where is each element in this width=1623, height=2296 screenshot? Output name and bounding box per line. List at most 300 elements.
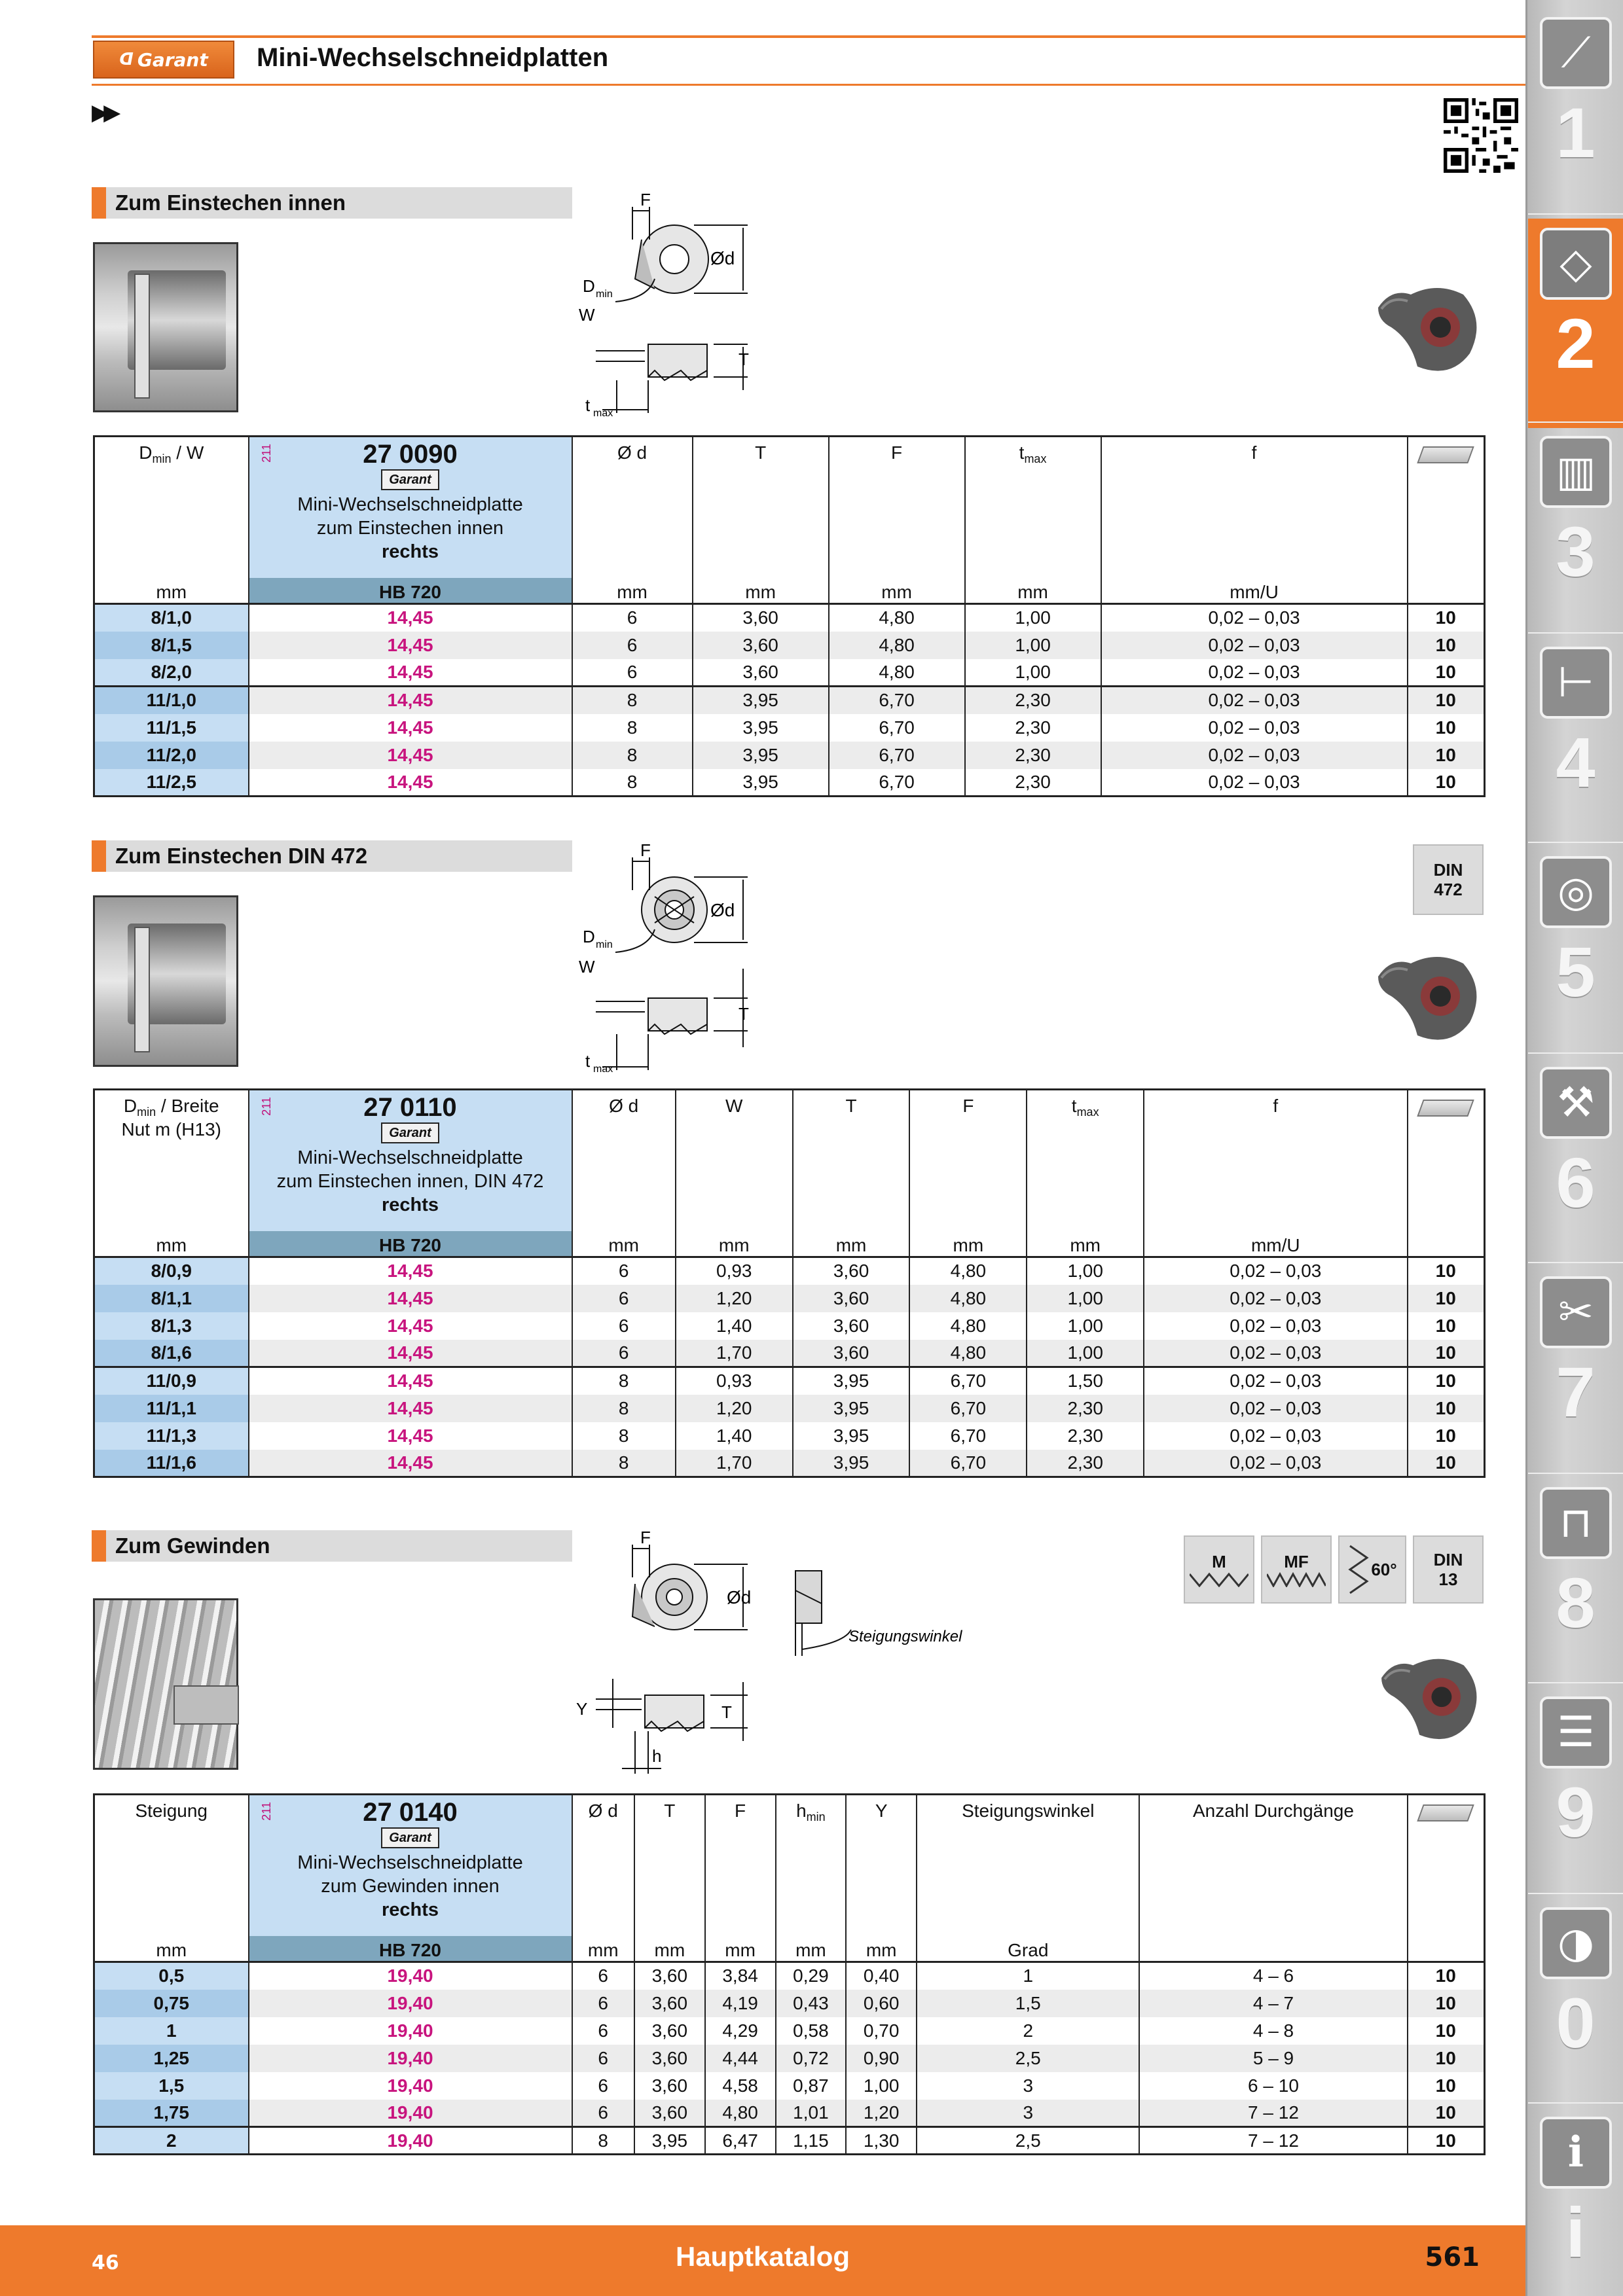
row-value: 3,60 xyxy=(634,2100,705,2127)
badge-mf-label: MF xyxy=(1284,1552,1309,1571)
table-row xyxy=(94,1367,1485,1395)
row-value: 1,00 xyxy=(1027,1340,1144,1367)
row-value: 0,02 – 0,03 xyxy=(1144,1257,1407,1285)
row-key: 11/1,1 xyxy=(94,1395,249,1422)
page-number-right: 561 xyxy=(1425,2242,1480,2272)
table-row xyxy=(94,687,1485,714)
column-header xyxy=(1144,1090,1407,1231)
section-accent xyxy=(92,840,106,872)
row-value: 0,58 xyxy=(776,2017,847,2045)
row-price[interactable]: 14,45 xyxy=(249,1367,572,1395)
first-col-rest: / W xyxy=(171,442,204,463)
row-value: 6 xyxy=(572,1962,634,1990)
column-header xyxy=(965,437,1101,578)
row-value: 3,95 xyxy=(793,1367,910,1395)
row-pack-quantity: 10 xyxy=(1408,1340,1485,1367)
row-pack-quantity: 10 xyxy=(1408,2072,1485,2100)
angle-profile-icon xyxy=(1347,1543,1371,1596)
chapter-tab-4[interactable] xyxy=(1528,637,1623,847)
row-value: 1,00 xyxy=(965,659,1101,687)
catalog-name: Hauptkatalog xyxy=(675,2241,850,2272)
row-value: 2,30 xyxy=(1027,1422,1144,1450)
chapter-tab-number: 4 xyxy=(1556,723,1596,802)
product-direction: rechts xyxy=(381,1899,439,1920)
chapter-tab-number: 5 xyxy=(1556,932,1596,1011)
row-value: 0,29 xyxy=(776,1962,847,1990)
table-row xyxy=(94,714,1485,742)
product-description: zum Einstechen innen, DIN 472 xyxy=(276,1171,544,1192)
brand-logo-small: Garant xyxy=(381,469,439,490)
row-value: 1,40 xyxy=(676,1312,793,1340)
row-value: 3,60 xyxy=(634,2072,705,2100)
label-dmin-sub: min xyxy=(596,289,613,300)
column-header xyxy=(634,1795,705,1936)
tool-shape xyxy=(134,927,150,1052)
row-pack-quantity: 10 xyxy=(1408,2127,1485,2155)
chapter-tab-8[interactable] xyxy=(1528,1478,1623,1687)
row-key: 11/2,0 xyxy=(94,742,249,769)
row-value: 0,02 – 0,03 xyxy=(1144,1367,1407,1395)
label-tmax: t xyxy=(585,395,591,415)
table-row xyxy=(94,1990,1485,2017)
row-value: 3,60 xyxy=(793,1312,910,1340)
product-direction: rechts xyxy=(381,1194,439,1215)
tab-separator xyxy=(1528,422,1623,423)
chapter-tab-number: 0 xyxy=(1556,1983,1596,2062)
product-code: 27 0110 xyxy=(363,1093,457,1122)
row-value: 6 xyxy=(572,632,693,659)
row-price[interactable]: 19,40 xyxy=(249,2045,572,2072)
row-price[interactable]: 19,40 xyxy=(249,2100,572,2127)
row-value: 0,40 xyxy=(846,1962,917,1990)
label-dmin: D xyxy=(583,276,595,296)
column-label: F xyxy=(891,442,903,463)
first-col-label: Steigung xyxy=(135,1801,208,1821)
footer-bar xyxy=(0,2225,1525,2296)
row-pack-quantity: 10 xyxy=(1408,1285,1485,1312)
insert-icon: ◇ xyxy=(1540,228,1612,300)
row-value: 2 xyxy=(917,2017,1139,2045)
row-value: 8 xyxy=(572,742,693,769)
section-accent xyxy=(92,187,106,219)
label-F: F xyxy=(640,194,651,209)
grade-label: HB 720 xyxy=(249,1936,572,1962)
brand-logo-small: Garant xyxy=(381,1122,439,1143)
column-header xyxy=(572,1795,634,1936)
row-value: 1,5 xyxy=(917,1990,1139,2017)
row-value: 2,30 xyxy=(965,714,1101,742)
row-value: 6,70 xyxy=(909,1422,1027,1450)
row-price[interactable]: 14,45 xyxy=(249,687,572,714)
row-value: 0,02 – 0,03 xyxy=(1101,632,1408,659)
column-unit: mm xyxy=(965,578,1101,604)
row-value: 0,02 – 0,03 xyxy=(1144,1422,1407,1450)
row-pack-quantity: 10 xyxy=(1408,1990,1485,2017)
row-key: 8/1,5 xyxy=(94,632,249,659)
row-price[interactable]: 14,45 xyxy=(249,1312,572,1340)
pliers-icon: ✂ xyxy=(1540,1276,1612,1348)
label-dmin-sub: min xyxy=(596,939,613,950)
column-sub: max xyxy=(1076,1105,1099,1119)
column-unit: mm xyxy=(634,1936,705,1962)
row-value: 4 – 7 xyxy=(1139,1990,1407,2017)
chapter-tab-5[interactable] xyxy=(1528,847,1623,1056)
row-pack-quantity: 10 xyxy=(1408,1450,1485,1477)
row-value: 1,00 xyxy=(1027,1285,1144,1312)
row-pack-quantity: 10 xyxy=(1408,1395,1485,1422)
table-row xyxy=(94,2072,1485,2100)
row-pack-quantity: 10 xyxy=(1408,2017,1485,2045)
row-value: 2,30 xyxy=(1027,1450,1144,1477)
tab-separator xyxy=(1528,632,1623,634)
first-column-unit: mm xyxy=(94,1936,249,1962)
row-value: 0,02 – 0,03 xyxy=(1144,1450,1407,1477)
chapter-tab-0[interactable] xyxy=(1528,1898,1623,2108)
row-key: 11/0,9 xyxy=(94,1367,249,1395)
row-price[interactable]: 19,40 xyxy=(249,2017,572,2045)
badge-line-2: 13 xyxy=(1438,1570,1458,1589)
row-value: 1 xyxy=(917,1962,1139,1990)
chapter-tab-number: 1 xyxy=(1556,93,1596,172)
chuck-icon: ▥ xyxy=(1540,436,1612,508)
cabinet-icon: ☰ xyxy=(1540,1696,1612,1768)
column-label: F xyxy=(735,1801,746,1821)
column-header xyxy=(1139,1795,1407,1936)
row-price[interactable]: 14,45 xyxy=(249,742,572,769)
column-header xyxy=(693,437,829,578)
table-row xyxy=(94,2127,1485,2155)
garant-mark-icon: ᗡ xyxy=(119,50,134,69)
row-value: 6 xyxy=(572,2045,634,2072)
tab-separator xyxy=(1528,2102,1623,2104)
row-value: 0,93 xyxy=(676,1257,793,1285)
first-column-header xyxy=(94,1090,249,1231)
row-value: 3,95 xyxy=(793,1422,910,1450)
label-steigungswinkel: Steigungswinkel xyxy=(848,1628,962,1645)
row-value: 6 xyxy=(572,604,693,632)
row-pack-quantity: 10 xyxy=(1408,714,1485,742)
row-price[interactable]: 19,40 xyxy=(249,1990,572,2017)
row-value: 0,02 – 0,03 xyxy=(1144,1395,1407,1422)
page-title: Mini-Wechselschneidplatten xyxy=(257,43,609,72)
row-pack-quantity: 10 xyxy=(1408,2045,1485,2072)
row-value: 1,00 xyxy=(965,632,1101,659)
badge-line-1: DIN xyxy=(1433,860,1463,880)
column-label: T xyxy=(755,442,767,463)
row-key: 11/1,3 xyxy=(94,1422,249,1450)
chapter-tab-number: 7 xyxy=(1556,1352,1596,1431)
chapter-tab-3[interactable] xyxy=(1528,427,1623,636)
row-value: 6 xyxy=(572,2072,634,2100)
thread-badge-mf xyxy=(1261,1535,1332,1604)
row-price[interactable]: 14,45 xyxy=(249,769,572,797)
section-header-einstechen-din472 xyxy=(92,840,572,872)
column-sub: min xyxy=(806,1810,826,1823)
label-F: F xyxy=(640,844,651,860)
row-value: 1,20 xyxy=(676,1285,793,1312)
table-row xyxy=(94,742,1485,769)
row-value: 3,95 xyxy=(793,1395,910,1422)
column-label: h xyxy=(796,1801,807,1821)
grade-label: HB 720 xyxy=(249,578,572,604)
row-value: 6 xyxy=(572,1312,676,1340)
thread-badge-m xyxy=(1184,1535,1254,1604)
tab-separator xyxy=(1528,1473,1623,1474)
row-key: 8/1,1 xyxy=(94,1285,249,1312)
row-value: 2,5 xyxy=(917,2045,1139,2072)
column-unit: mm/U xyxy=(1144,1231,1407,1257)
row-price[interactable]: 14,45 xyxy=(249,1395,572,1422)
chapter-tab-1[interactable] xyxy=(1528,8,1623,217)
row-price[interactable]: 19,40 xyxy=(249,1962,572,1990)
column-unit: mm xyxy=(572,1936,634,1962)
spec-table-einstechen-innen xyxy=(93,435,1486,797)
badge-line-2: 472 xyxy=(1434,880,1463,899)
column-unit: mm xyxy=(1027,1231,1144,1257)
row-key: 11/1,5 xyxy=(94,714,249,742)
row-value: 4,44 xyxy=(705,2045,776,2072)
column-sub: max xyxy=(1024,452,1047,465)
section-title: Zum Einstechen DIN 472 xyxy=(115,844,368,868)
column-label: f xyxy=(1251,442,1257,463)
column-label: Ø d xyxy=(609,1096,639,1116)
row-value: 6,70 xyxy=(909,1395,1027,1422)
row-value: 8 xyxy=(572,1367,676,1395)
column-unit: mm xyxy=(572,1231,676,1257)
row-price[interactable]: 14,45 xyxy=(249,1257,572,1285)
row-price[interactable]: 19,40 xyxy=(249,2127,572,2155)
row-value: 6,70 xyxy=(829,742,965,769)
row-value: 8 xyxy=(572,687,693,714)
fast-forward-icon[interactable]: ▶▶ xyxy=(92,99,116,126)
row-value: 4,80 xyxy=(829,632,965,659)
label-F: F xyxy=(640,1532,651,1547)
first-col-label: D xyxy=(139,442,153,463)
column-header xyxy=(793,1090,910,1231)
row-price[interactable]: 14,45 xyxy=(249,714,572,742)
package-icon xyxy=(1417,1804,1474,1821)
row-price[interactable]: 14,45 xyxy=(249,632,572,659)
label-T: T xyxy=(739,350,749,369)
row-value: 8 xyxy=(572,1395,676,1422)
label-tmax-sub: max xyxy=(593,408,613,419)
row-key: 0,5 xyxy=(94,1962,249,1990)
wrench-icon: ⚒ xyxy=(1540,1067,1612,1139)
row-value: 0,43 xyxy=(776,1990,847,2017)
row-value: 1,00 xyxy=(846,2072,917,2100)
table-row xyxy=(94,2017,1485,2045)
row-key: 1,5 xyxy=(94,2072,249,2100)
column-label: T xyxy=(664,1801,676,1821)
table-row xyxy=(94,1257,1485,1285)
row-value: 4,58 xyxy=(705,2072,776,2100)
badge-line-1: DIN xyxy=(1433,1550,1463,1570)
column-header xyxy=(917,1795,1139,1936)
pack-quantity-header xyxy=(1408,437,1485,578)
column-label: T xyxy=(845,1096,857,1116)
row-value: 3,60 xyxy=(634,2017,705,2045)
label-dmin: D xyxy=(583,927,595,946)
row-price[interactable]: 19,40 xyxy=(249,2072,572,2100)
row-value: 0,90 xyxy=(846,2045,917,2072)
row-value: 3,84 xyxy=(705,1962,776,1990)
row-value: 0,02 – 0,03 xyxy=(1101,687,1408,714)
row-value: 0,72 xyxy=(776,2045,847,2072)
row-value: 7 – 12 xyxy=(1139,2100,1407,2127)
table-row xyxy=(94,1395,1485,1422)
row-value: 2,5 xyxy=(917,2127,1139,2155)
chapter-tab-number: 6 xyxy=(1556,1143,1596,1222)
badge-60-label: 60° xyxy=(1371,1560,1397,1579)
row-value: 3,60 xyxy=(793,1257,910,1285)
row-price[interactable]: 14,45 xyxy=(249,1340,572,1367)
chapter-tab-6[interactable] xyxy=(1528,1058,1623,1267)
column-label: W xyxy=(725,1096,743,1116)
first-col-sub: min xyxy=(137,1105,156,1119)
row-value: 0,70 xyxy=(846,2017,917,2045)
row-value: 8 xyxy=(572,714,693,742)
product-header xyxy=(249,437,572,578)
row-price[interactable]: 14,45 xyxy=(249,1450,572,1477)
row-value: 4,80 xyxy=(909,1285,1027,1312)
package-icon xyxy=(1417,1100,1474,1117)
product-header xyxy=(249,1090,572,1231)
row-pack-quantity: 10 xyxy=(1408,604,1485,632)
chapter-tab-2[interactable] xyxy=(1528,219,1623,428)
chapter-tab-7[interactable] xyxy=(1528,1267,1623,1477)
qr-code-icon[interactable] xyxy=(1444,98,1518,173)
row-value: 3,60 xyxy=(634,1962,705,1990)
row-key: 11/1,6 xyxy=(94,1450,249,1477)
column-unit: Grad xyxy=(917,1936,1139,1962)
workbench-icon: ⊓ xyxy=(1540,1487,1612,1559)
row-pack-quantity: 10 xyxy=(1408,2100,1485,2127)
row-value: 3,60 xyxy=(693,659,829,687)
row-value: 6,70 xyxy=(829,714,965,742)
label-d: Ød xyxy=(727,1587,752,1607)
chapter-tab-number: 2 xyxy=(1556,304,1596,383)
row-value: 2,30 xyxy=(965,742,1101,769)
column-unit: mm xyxy=(846,1936,917,1962)
row-value: 3,60 xyxy=(693,604,829,632)
row-value: 1,00 xyxy=(965,604,1101,632)
row-price[interactable]: 14,45 xyxy=(249,1422,572,1450)
chapter-tab-number: 8 xyxy=(1556,1563,1596,1642)
label-W: W xyxy=(579,305,595,325)
insert-product-image-1 xyxy=(1372,281,1486,380)
row-value: 4 – 8 xyxy=(1139,2017,1407,2045)
product-description: zum Einstechen innen xyxy=(316,518,504,539)
row-value: 0,02 – 0,03 xyxy=(1101,714,1408,742)
row-value: 3,95 xyxy=(693,769,829,797)
tool-shape xyxy=(173,1685,239,1725)
row-value: 1,01 xyxy=(776,2100,847,2127)
technical-drawing-einstechen-innen xyxy=(576,194,773,423)
row-pack-quantity: 10 xyxy=(1408,1257,1485,1285)
row-value: 1,15 xyxy=(776,2127,847,2155)
pack-unit xyxy=(1408,1936,1485,1962)
row-value: 1,00 xyxy=(1027,1312,1144,1340)
first-column-unit: mm xyxy=(94,578,249,604)
row-key: 11/1,0 xyxy=(94,687,249,714)
row-value: 3,60 xyxy=(634,1990,705,2017)
table-row xyxy=(94,632,1485,659)
row-pack-quantity: 10 xyxy=(1408,769,1485,797)
label-d: Ød xyxy=(710,248,735,268)
section-accent xyxy=(92,1530,106,1562)
column-unit: mm xyxy=(829,578,965,604)
row-price[interactable]: 14,45 xyxy=(249,659,572,687)
column-header xyxy=(846,1795,917,1936)
row-pack-quantity: 10 xyxy=(1408,687,1485,714)
column-label: Y xyxy=(875,1801,888,1821)
row-key: 1 xyxy=(94,2017,249,2045)
row-value: 1,70 xyxy=(676,1340,793,1367)
column-unit: mm xyxy=(776,1936,847,1962)
column-label: t xyxy=(1071,1096,1077,1116)
row-value: 6,70 xyxy=(909,1367,1027,1395)
column-unit: mm xyxy=(676,1231,793,1257)
insert-product-image-2 xyxy=(1372,950,1486,1049)
pack-quantity-header xyxy=(1408,1795,1485,1936)
pack-unit xyxy=(1408,1231,1485,1257)
logo-text: Garant xyxy=(137,48,208,71)
label-Y: Y xyxy=(576,1699,588,1719)
label-T: T xyxy=(721,1702,732,1722)
section-title: Zum Gewinden xyxy=(115,1534,270,1558)
chapter-tab-9[interactable] xyxy=(1528,1687,1623,1897)
row-value: 0,02 – 0,03 xyxy=(1144,1285,1407,1312)
product-description: zum Gewinden innen xyxy=(321,1876,500,1897)
info-icon: ℹ xyxy=(1540,2117,1612,2189)
row-value: 8 xyxy=(572,2127,634,2155)
table-row xyxy=(94,1312,1485,1340)
column-label: t xyxy=(1019,442,1025,463)
row-value: 3,95 xyxy=(693,742,829,769)
row-price[interactable]: 14,45 xyxy=(249,1285,572,1312)
technical-drawing-einstechen-din472 xyxy=(576,844,773,1080)
row-pack-quantity: 10 xyxy=(1408,1367,1485,1395)
section-header-gewinden xyxy=(92,1530,572,1562)
row-value: 0,87 xyxy=(776,2072,847,2100)
page-number-left: 46 xyxy=(92,2251,119,2274)
column-header xyxy=(1027,1090,1144,1231)
row-value: 3,95 xyxy=(693,714,829,742)
row-value: 8 xyxy=(572,1422,676,1450)
row-price[interactable]: 14,45 xyxy=(249,604,572,632)
table-row xyxy=(94,1422,1485,1450)
row-value: 0,02 – 0,03 xyxy=(1144,1312,1407,1340)
product-side-code: 211 xyxy=(259,1097,273,1116)
column-label: f xyxy=(1273,1096,1279,1116)
row-key: 2 xyxy=(94,2127,249,2155)
column-label: Ø d xyxy=(617,442,647,463)
row-value: 7 – 12 xyxy=(1139,2127,1407,2155)
row-value: 3,60 xyxy=(793,1285,910,1312)
table-row xyxy=(94,2045,1485,2072)
pack-unit xyxy=(1408,578,1485,604)
table-row xyxy=(94,1450,1485,1477)
product-side-code: 211 xyxy=(259,1802,273,1821)
column-unit: mm/U xyxy=(1101,578,1408,604)
column-unit: mm xyxy=(909,1231,1027,1257)
row-pack-quantity: 10 xyxy=(1408,632,1485,659)
row-value: 1,30 xyxy=(846,2127,917,2155)
row-value: 3,60 xyxy=(793,1340,910,1367)
chapter-tab-i[interactable] xyxy=(1528,2108,1623,2296)
row-pack-quantity: 10 xyxy=(1408,659,1485,687)
row-value: 6 xyxy=(572,2100,634,2127)
